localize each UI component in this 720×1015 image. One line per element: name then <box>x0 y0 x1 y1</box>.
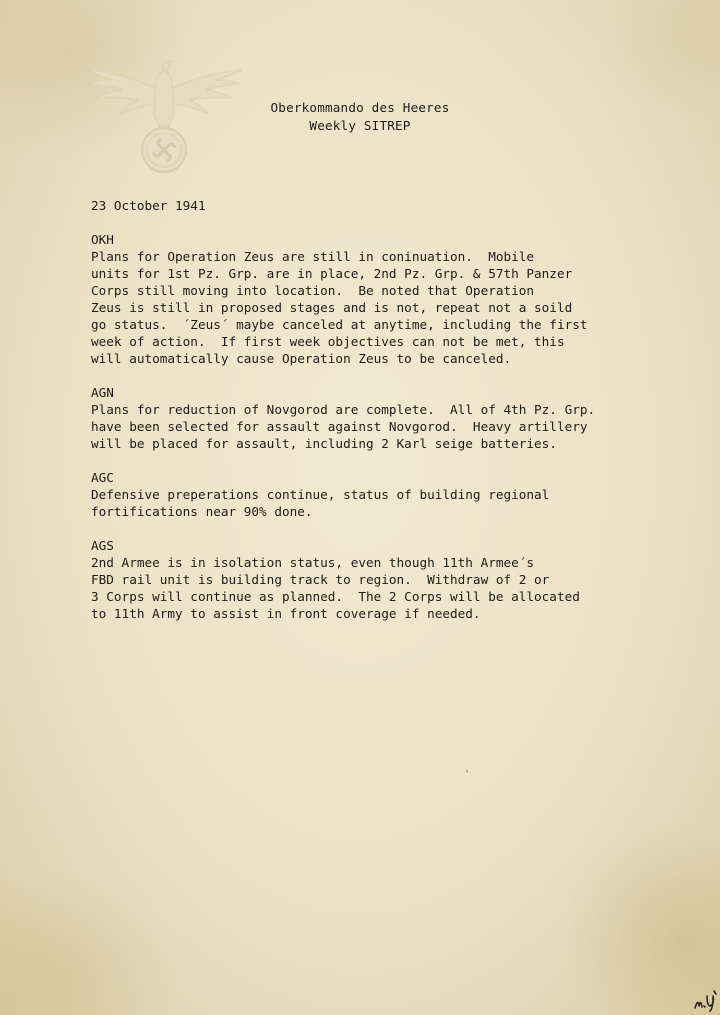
header-subtitle: Weekly SITREP <box>309 118 411 133</box>
section-line: units for 1st Pz. Grp. are in place, 2nd Pz. Grp. & 57th Panzer <box>91 266 573 281</box>
section-line: Zeus is still in proposed stages and is not, repeat not a soild <box>91 300 573 315</box>
section-line: to 11th Army to assist in front coverage if needed. <box>91 606 481 621</box>
section-line: have been selected for assault against Novgorod. Heavy artillery <box>91 419 588 434</box>
paper-stain <box>600 0 720 120</box>
section-title: AGN <box>91 385 114 400</box>
section-okh <box>91 231 691 367</box>
eagle-emblem-icon <box>82 52 246 178</box>
section-title: AGS <box>91 538 114 553</box>
section-line: 3 Corps will continue as planned. The 2 Corps will be allocated <box>91 589 580 604</box>
section-line: 2nd Armee is in isolation status, even though 11th Armee´s <box>91 555 535 570</box>
section-line: Defensive preperations continue, status of building regional <box>91 487 550 502</box>
document-body <box>91 197 691 639</box>
section-line: Plans for Operation Zeus are still in coninuation. Mobile <box>91 249 535 264</box>
section-ags <box>91 537 691 622</box>
paper-stain <box>560 820 720 1015</box>
paper-speck <box>466 770 468 773</box>
section-line: FBD rail unit is building track to region. Withdraw of 2 or <box>91 572 550 587</box>
section-line: go status. ´Zeus´ maybe canceled at anytime, including the first <box>91 317 588 332</box>
section-line: week of action. If first week objectives can not be met, this <box>91 334 565 349</box>
handwritten-initials-icon <box>693 988 719 1012</box>
section-line: fortifications near 90% done. <box>91 504 313 519</box>
section-agc <box>91 469 691 520</box>
paper-stain <box>0 870 180 1015</box>
section-line: Corps still moving into location. Be noted that Operation <box>91 283 535 298</box>
header-title: Oberkommando des Heeres <box>270 100 450 115</box>
section-title: AGC <box>91 470 114 485</box>
section-title: OKH <box>91 232 114 247</box>
section-line: will be placed for assault, including 2 Karl seige batteries. <box>91 436 557 451</box>
section-line: will automatically cause Operation Zeus to be canceled. <box>91 351 512 366</box>
section-line: Plans for reduction of Novgorod are complete. All of 4th Pz. Grp. <box>91 402 596 417</box>
report-date: 23 October 1941 <box>91 198 206 213</box>
section-agn <box>91 384 691 452</box>
document-header <box>240 99 480 135</box>
